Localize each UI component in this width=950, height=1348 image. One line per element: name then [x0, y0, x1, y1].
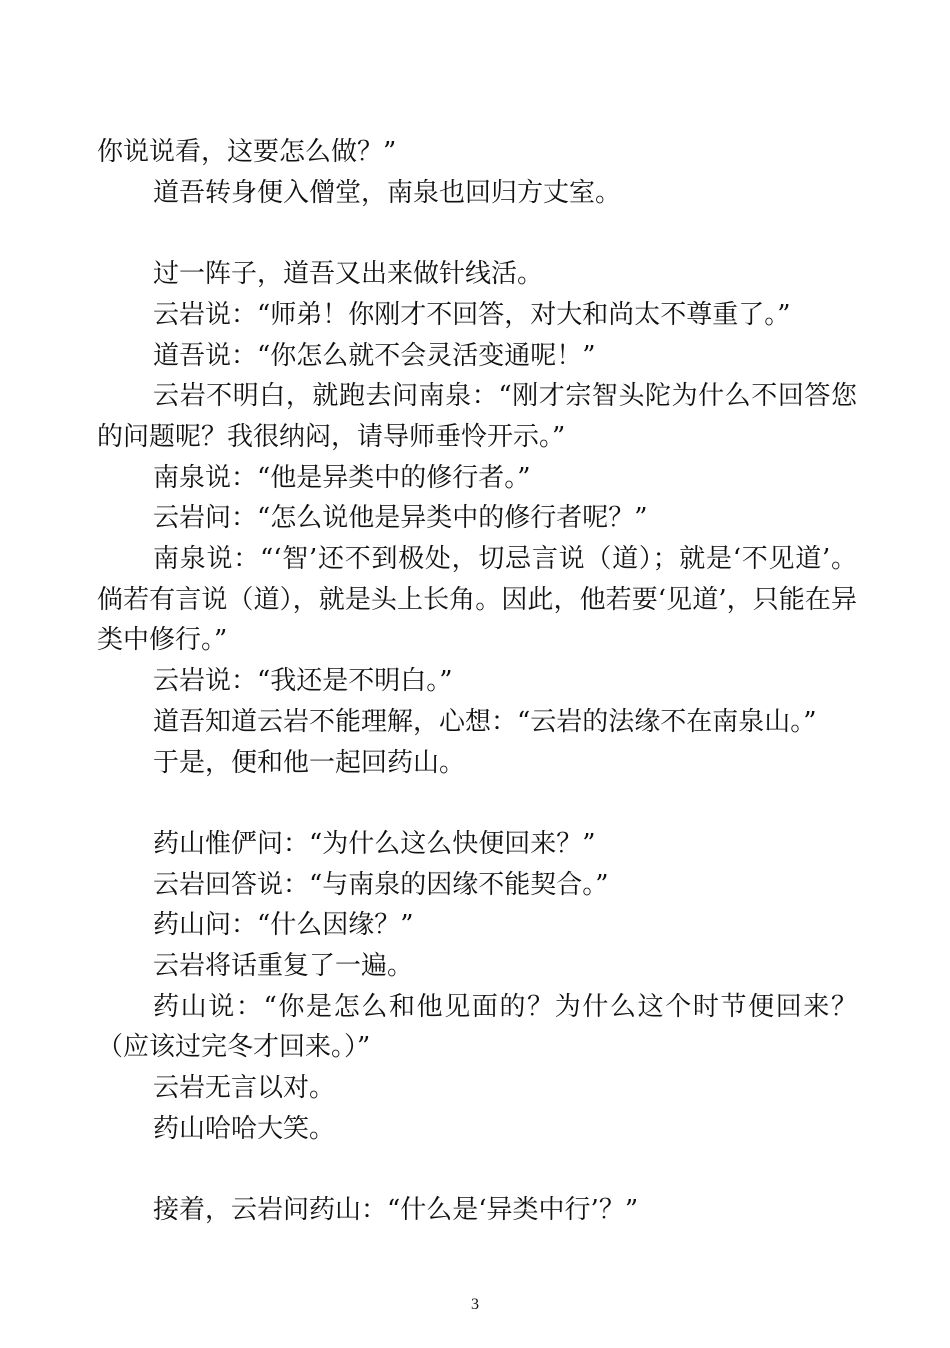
- paragraph: 于是，便和他一起回药山。: [153, 747, 466, 778]
- paragraph: 药山哈哈大笑。: [153, 1113, 336, 1144]
- blank-line: [97, 213, 857, 254]
- paragraph: 药山说：“你是怎么和他见面的？为什么这个时节便回来？（应该过完冬才回来。）”: [97, 991, 857, 1063]
- paragraph: 云岩回答说：“与南泉的因缘不能契合。”: [153, 869, 609, 900]
- paragraph: 云岩无言以对。: [153, 1073, 336, 1104]
- paragraph: 道吾说：“你怎么就不会灵活变通呢！”: [153, 340, 596, 371]
- page-number: 3: [471, 1296, 479, 1313]
- paragraph: 药山惟俨问：“为什么这么快便回来？”: [153, 828, 596, 859]
- paragraph: 云岩将话重复了一遍。: [153, 951, 414, 982]
- paragraph: 南泉说：“‘智’还不到极处，切忌言说（道）；就是‘不见道’。倘若有言说（道），就是头上长角。因此，他若要‘见道’，只能在异类中修行。”: [97, 544, 857, 656]
- paragraph: 云岩问：“怎么说他是异类中的修行者呢？”: [153, 503, 648, 534]
- body-text: [97, 132, 857, 1231]
- blank-line: [97, 1150, 857, 1191]
- paragraph: 云岩不明白，就跑去问南泉：“刚才宗智头陀为什么不回答您的问题呢？我很纳闷，请导师垂怜开示。”: [97, 381, 857, 452]
- paragraph: 云岩说：“我还是不明白。”: [153, 666, 453, 697]
- paragraph: 道吾知道云岩不能理解，心想：“云岩的法缘不在南泉山。”: [153, 706, 817, 737]
- paragraph: 药山问：“什么因缘？”: [153, 910, 414, 941]
- paragraph: 道吾转身便入僧堂，南泉也回归方丈室。: [153, 177, 622, 208]
- paragraph: 过一阵子，道吾又出来做针线活。: [153, 259, 544, 290]
- blank-line: [97, 783, 857, 824]
- paragraph: 云岩说：“师弟！你刚才不回答，对大和尚太不尊重了。”: [153, 299, 791, 330]
- paragraph: 接着，云岩问药山：“什么是‘异类中行’？”: [153, 1195, 639, 1226]
- paragraph: 南泉说：“他是异类中的修行者。”: [153, 462, 531, 493]
- paragraph: 你说说看，这要怎么做？”: [97, 137, 397, 167]
